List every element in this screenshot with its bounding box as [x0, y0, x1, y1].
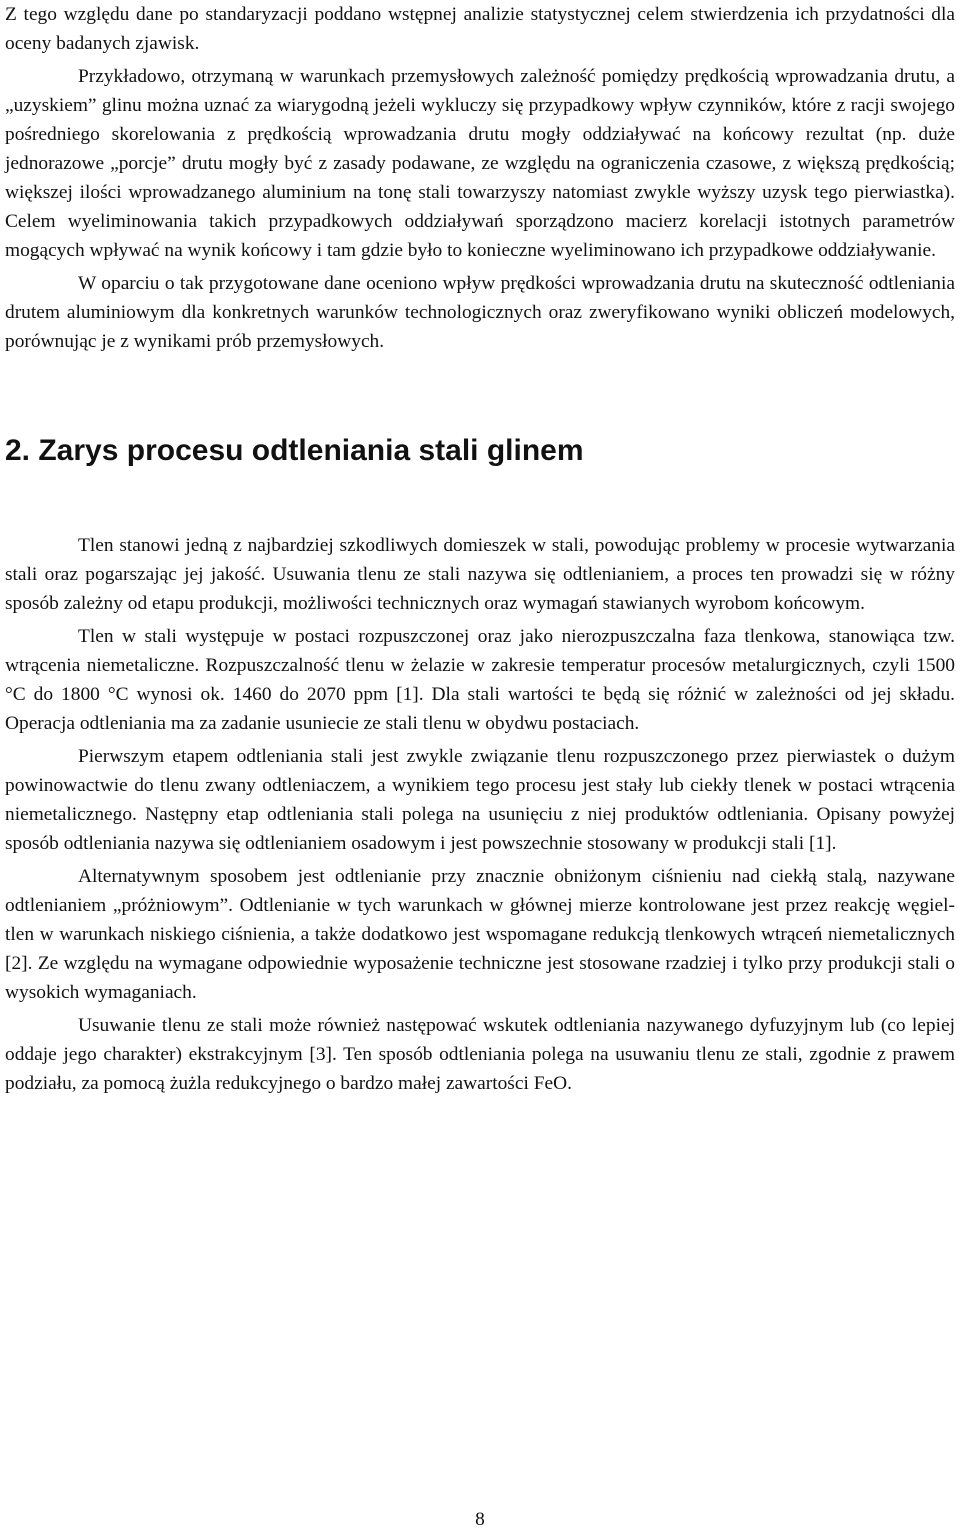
- section-paragraph-3: Pierwszym etapem odtleniania stali jest zwykle związanie tlenu rozpuszczonego przez pierwiastek o dużym powinowactwie do tlenu zwany odtleniaczem, a wynikiem tego procesu jest stały lub ciekły tlenek w postaci wtrącenia niemetalicznego. Następny etap odtleniania stali polega na usunięciu z niej produktów odtleniania. Opisany powyżej sposób odtleniania nazywa się odtlenianiem osadowym i jest powszechnie stosowany w produkcji stali [1].: [5, 746, 955, 854]
- section-heading: 2. Zarys procesu odtleniania stali glinem: [5, 434, 584, 467]
- section-paragraph-4: Alternatywnym sposobem jest odtlenianie przy znacznie obniżonym ciśnieniu nad ciekłą stalą, nazywane odtlenianiem „próżniowym”. Odtlenianie w tych warunkach w głównej mierze kontrolowane jest przez reakcję węgiel-tlen w warunkach niskiego ciśnienia, a także dodatkowo jest wspomagane redukcją tlenkowych wtrąceń niemetalicznych [2]. Ze względu na wymagane odpowiednie wyposażenie techniczne jest stosowane rzadziej i tylko przy produkcji stali o wysokich wymaganiach.: [5, 866, 955, 1003]
- section-paragraph-1: Tlen stanowi jedną z najbardziej szkodliwych domieszek w stali, powodując problemy w procesie wytwarzania stali oraz pogarszając jej jakość. Usuwania tlenu ze stali nazywa się odtlenianiem, a proces ten prowadzi się w różny sposób zależny od etapu produkcji, możliwości technicznych oraz wymagań stawianych wyrobom końcowym.: [5, 535, 955, 614]
- section-paragraph-5: Usuwanie tlenu ze stali może również następować wskutek odtleniania nazywanego dyfuzyjnym lub (co lepiej oddaje jego charakter) ekstrakcyjnym [3]. Ten sposób odtleniania polega na usuwaniu tlenu ze stali, zgodnie z prawem podziału, za pomocą żużla redukcyjnego o bardzo małej zawartości FeO.: [5, 1015, 955, 1094]
- page-number: 8: [475, 1509, 485, 1530]
- section-paragraph-2: Tlen w stali występuje w postaci rozpuszczonej oraz jako nierozpuszczalna faza tlenkowa, stanowiąca tzw. wtrącenia niemetaliczne. Rozpuszczalność tlenu w żelazie w zakresie temperatur procesów metalurgicznych, czyli 1500 °C do 1800 °C wynosi ok. 1460 do 2070 ppm [1]. Dla stali wartości te będą się różnić w zależności od jej składu. Operacja odtleniania ma za zadanie usuniecie ze stali tlenu w obydwu postaciach.: [5, 626, 955, 734]
- intro-paragraph-1: Z tego względu dane po standaryzacji poddano wstępnej analizie statystycznej celem stwierdzenia ich przydatności dla oceny badanych zjawisk.: [5, 4, 955, 54]
- intro-paragraph-2: Przykładowo, otrzymaną w warunkach przemysłowych zależność pomiędzy prędkością wprowadzania drutu, a „uzyskiem” glinu można uznać za wiarygodną jeżeli wykluczy się przypadkowy wpływ czynników, które z racji swojego pośredniego skorelowania z prędkością wprowadzania drutu mogły oddziaływać na końcowy rezultat (np. duże jednorazowe „porcje” drutu mogły być z zasady podawane, ze względu na ograniczenia czasowe, z większą prędkością; większej ilości wprowadzanego aluminium na tonę stali towarzyszy natomiast zwykle wyższy uzysk tego pierwiastka). Celem wyeliminowania takich przypadkowych oddziaływań sporządzono macierz korelacji istotnych parametrów mogących wpływać na wynik końcowy i tam gdzie było to konieczne wyeliminowano ich przypadkowe oddziaływanie.: [5, 66, 955, 261]
- section-body: [5, 531, 955, 1098]
- document-page: [5, 0, 955, 1098]
- intro-paragraph-3: W oparciu o tak przygotowane dane oceniono wpływ prędkości wprowadzania drutu na skuteczność odtleniania drutem aluminiowym dla konkretnych warunków technologicznych oraz zweryfikowano wyniki obliczeń modelowych, porównując je z wynikami prób przemysłowych.: [5, 273, 955, 352]
